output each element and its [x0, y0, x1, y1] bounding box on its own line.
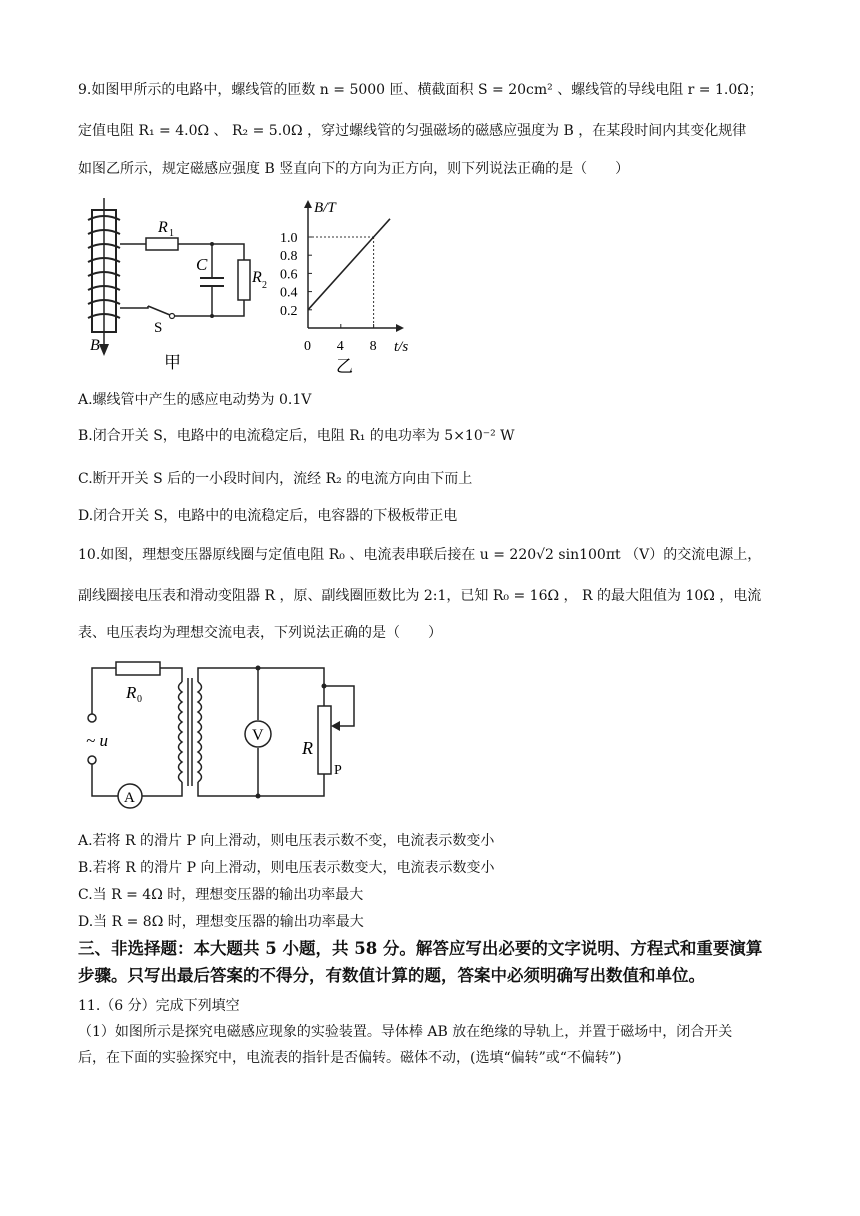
- y-tick-label: 0.2: [280, 303, 298, 319]
- label-r2: R: [252, 269, 262, 286]
- label-b: B: [90, 337, 100, 354]
- q10-stem-line-1: 10.如图，理想变压器原线圈与定值电阻 R₀ 、电流表串联后接在 u = 220√2 sin100πt （V）的交流电源上，: [78, 547, 762, 563]
- label-r2-sub: 2: [262, 280, 267, 291]
- label-u: ~ u: [86, 731, 108, 750]
- b-t-line: [308, 219, 390, 310]
- y-tick-label: 0.8: [280, 249, 298, 265]
- secondary-coil: [198, 682, 202, 782]
- label-v: V: [252, 727, 264, 744]
- x-tick-label: 8: [369, 339, 377, 354]
- label-s: S: [154, 320, 163, 336]
- y-tick-label: 1.0: [280, 231, 298, 246]
- q9-bt-chart: [276, 198, 426, 378]
- caption-jia: 甲: [164, 353, 181, 372]
- resistor-r2: [238, 260, 250, 300]
- q10-option-a: A.若将 R 的滑片 P 向上滑动，则电压表示数不变，电流表示数变小: [78, 833, 495, 849]
- y-tick-label: 0.6: [280, 267, 298, 283]
- caption-yi: 乙: [336, 357, 353, 376]
- q9-option-a: A.螺线管中产生的感应电动势为 0.1V: [78, 392, 312, 408]
- q11-part1-line-2: 后，在下面的实验探究中，电流表的指针是否偏转。磁体不动，(选填“偏转”或“不偏转”): [78, 1050, 622, 1066]
- q10-stem-line-3: 表、电压表均为理想交流电表，下列说法正确的是（ ）: [78, 625, 442, 641]
- rheostat-r: [318, 706, 331, 774]
- q11-part1-line-1: （1）如图所示是探究电磁感应现象的实验装置。导体棒 AB 放在绝缘的导轨上，并置于磁场中，闭合开关: [78, 1024, 733, 1040]
- q9-stem-line-2: 定值电阻 R₁ = 4.0Ω 、 R₂ = 5.0Ω ，穿过螺线管的匀强磁场的磁感应强度为 B ，在某段时间内其变化规律: [78, 123, 747, 139]
- label-r: R: [302, 738, 313, 758]
- label-r1: R: [158, 219, 168, 236]
- x-tick-label: 4: [336, 339, 344, 354]
- q10-option-b: B.若将 R 的滑片 P 向上滑动，则电压表示数变大，电流表示数变小: [78, 860, 495, 876]
- q9-circuit-figure: [76, 198, 276, 378]
- b-field-arrow: [99, 344, 109, 356]
- q9-stem-line-1: 9.如图甲所示的电路中，螺线管的匝数 n = 5000 匝、横截面积 S = 20cm² 、螺线管的导线电阻 r = 1.0Ω；: [78, 82, 763, 98]
- label-r1-sub: 1: [169, 228, 174, 239]
- q10-stem-line-2: 副线圈接电压表和滑动变阻器 R ，原、副线圈匝数比为 2:1，已知 R₀ = 16Ω ， R 的最大阻值为 10Ω ，电流: [78, 588, 762, 604]
- chart-ylabel: B/T: [314, 200, 336, 216]
- section-3-heading-line-1: 三、非选择题：本大题共 5 小题，共 58 分。解答应写出必要的文字说明、方程式和重要演算: [78, 939, 763, 958]
- y-axis-arrow: [304, 200, 312, 208]
- slider-p: [331, 721, 340, 731]
- q9-stem-line-3: 如图乙所示，规定磁感应强度 B 竖直向下的方向为正方向，则下列说法正确的是（ ）: [78, 161, 630, 177]
- q10-transformer-figure: [78, 656, 368, 820]
- label-r0: R: [126, 683, 137, 702]
- x-axis-arrow: [396, 324, 404, 332]
- primary-coil: [179, 682, 183, 782]
- resistor-r1: [146, 238, 178, 250]
- y-tick-label: 0.4: [280, 285, 298, 301]
- q9-option-b: B.闭合开关 S，电路中的电流稳定后，电阻 R₁ 的电功率为 5×10⁻² W: [78, 428, 515, 444]
- label-p: P: [334, 763, 342, 778]
- q9-option-c: C.断开开关 S 后的一小段时间内，流经 R₂ 的电流方向由下而上: [78, 471, 473, 487]
- q10-option-c: C.当 R = 4Ω 时，理想变压器的输出功率最大: [78, 887, 364, 903]
- q9-option-d: D.闭合开关 S，电路中的电流稳定后，电容器的下极板带正电: [78, 508, 458, 524]
- section-3-heading-line-2: 步骤。只写出最后答案的不得分，有数值计算的题，答案中必须明确写出数值和单位。: [78, 966, 705, 985]
- label-r0-sub: 0: [137, 694, 142, 705]
- q10-option-d: D.当 R = 8Ω 时，理想变压器的输出功率最大: [78, 914, 364, 930]
- switch-s: [148, 306, 170, 315]
- label-a: A: [124, 790, 135, 806]
- label-c: C: [196, 255, 208, 274]
- chart-xlabel: t/s: [394, 339, 409, 355]
- x-tick-label: 0: [304, 339, 311, 354]
- resistor-r0: [116, 662, 160, 675]
- q11-title: 11.（6 分）完成下列填空: [78, 998, 240, 1014]
